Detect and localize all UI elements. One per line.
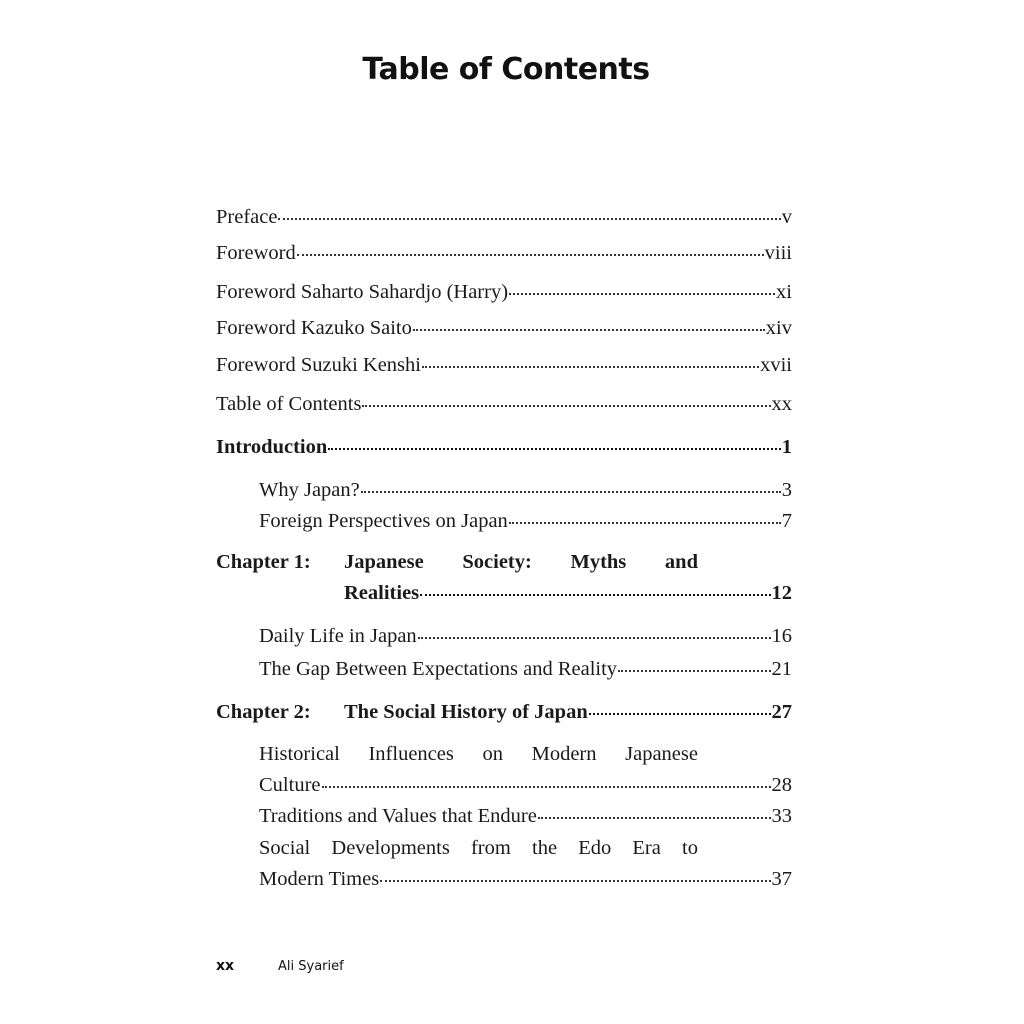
page-footer [216,958,344,980]
chapter-title-word: Myths [570,551,627,573]
toc-entry-page: 1 [781,435,792,458]
toc-entry-preface[interactable] [216,202,792,230]
toc-entry-historical-influences-line-2[interactable] [259,770,792,798]
toc-entry-page: xi [776,280,792,303]
entry-title-word: on [482,743,503,765]
toc-entry-page: 16 [771,624,792,647]
dot-leader [420,578,770,599]
page-title: Table of Contents [362,52,650,87]
footer-page-number: xx [216,958,235,974]
toc-entry-title: Foreign Perspectives on Japan [259,509,508,532]
toc-entry-title: Foreword [216,241,296,264]
dot-leader [322,770,771,791]
entry-title-word: Influences [368,743,454,765]
toc-entry-title: The Social History of Japan [344,700,588,723]
toc-entry-page: 27 [771,700,792,723]
chapter-title-word: Society: [462,551,532,573]
toc-entry-page: v [781,205,792,228]
toc-entry-foreign-perspectives[interactable] [259,506,792,534]
toc-entry-page: xvii [760,353,792,376]
toc-entry-title: Culture [259,773,321,796]
entry-title-word: Social [259,837,311,859]
dot-leader [328,432,780,453]
toc-entry-foreword-harry[interactable] [216,277,792,305]
toc-entry-title: Modern Times [259,867,380,890]
chapter-title-line [344,548,698,576]
toc-entry-table-of-contents[interactable] [216,389,792,417]
dot-leader [278,202,780,223]
toc-entry-page: viii [764,241,792,264]
dot-leader [509,277,775,298]
toc-entry-title: Daily Life in Japan [259,624,417,647]
dot-leader [413,313,765,334]
toc-entry-foreword-kenshi[interactable] [216,350,792,378]
toc-entry-page: xiv [765,316,792,339]
toc-entry-introduction[interactable] [216,432,792,460]
toc-entry-foreword-saito[interactable] [216,313,792,341]
toc-entry-chapter-1-line-2[interactable] [344,578,792,606]
entry-title-word: from [470,837,511,859]
toc-entry-title: Preface [216,205,278,228]
dot-leader [362,389,770,410]
toc-entry-social-developments-line-1[interactable] [259,834,698,862]
toc-entry-title: Foreword Suzuki Kenshi [216,353,421,376]
toc-entry-historical-influences-line-1[interactable] [259,740,698,768]
toc-entry-daily-life[interactable] [259,621,792,649]
entry-title-word: to [682,837,698,859]
entry-title-word: Edo [578,837,612,859]
entry-title-word: Era [632,837,661,859]
toc-entry-page: 21 [771,657,792,680]
dot-leader [418,621,771,642]
toc-entry-title: Table of Contents [216,392,362,415]
toc-entry-page: 28 [771,773,792,796]
dot-leader [589,697,771,718]
toc-entry-title: Realities [344,581,420,604]
toc-entry-social-developments-line-2[interactable] [259,864,792,892]
toc-entry-page: xx [771,392,792,415]
toc-entry-foreword[interactable] [216,238,792,266]
toc-entry-title: Why Japan? [259,478,360,501]
toc-entry-page: 7 [781,509,792,532]
dot-leader [538,801,771,822]
chapter-title-word: and [664,551,698,573]
entry-title-word: Historical [259,743,340,765]
dot-leader [297,238,764,259]
dot-leader [618,654,770,675]
toc-entry-page: 12 [771,581,792,604]
entry-title-word: Japanese [625,743,698,765]
toc-entry-title: Foreword Kazuko Saito [216,316,412,339]
toc-entry-traditions[interactable] [259,801,792,829]
dot-leader [509,506,781,527]
toc-entry-gap[interactable] [259,654,792,682]
footer-author: Ali Syarief [278,959,344,974]
toc-entry-title: Foreword Saharto Sahardjo (Harry) [216,280,509,303]
toc-entry-page: 3 [781,478,792,501]
entry-title-word: Developments [331,837,450,859]
toc-entry-chapter-2[interactable] [216,697,792,725]
chapter-label: Chapter 2: [216,700,311,723]
entry-title-word: Modern [531,743,597,765]
entry-title-word: the [532,837,558,859]
toc-entry-page: 33 [771,804,792,827]
toc-entry-title: The Gap Between Expectations and Reality [259,657,618,680]
dot-leader [422,350,759,371]
toc-entry-title: Traditions and Values that Endure [259,804,537,827]
toc-entry-chapter-1-line-1[interactable] [216,548,698,576]
dot-leader [380,864,770,885]
toc-entry-title: Introduction [216,435,328,458]
toc-entry-page: 37 [771,867,792,890]
dot-leader [361,475,781,496]
chapter-label: Chapter 1: [216,551,311,573]
chapter-title-word: Japanese [344,551,424,573]
toc-entry-why-japan[interactable] [259,475,792,503]
